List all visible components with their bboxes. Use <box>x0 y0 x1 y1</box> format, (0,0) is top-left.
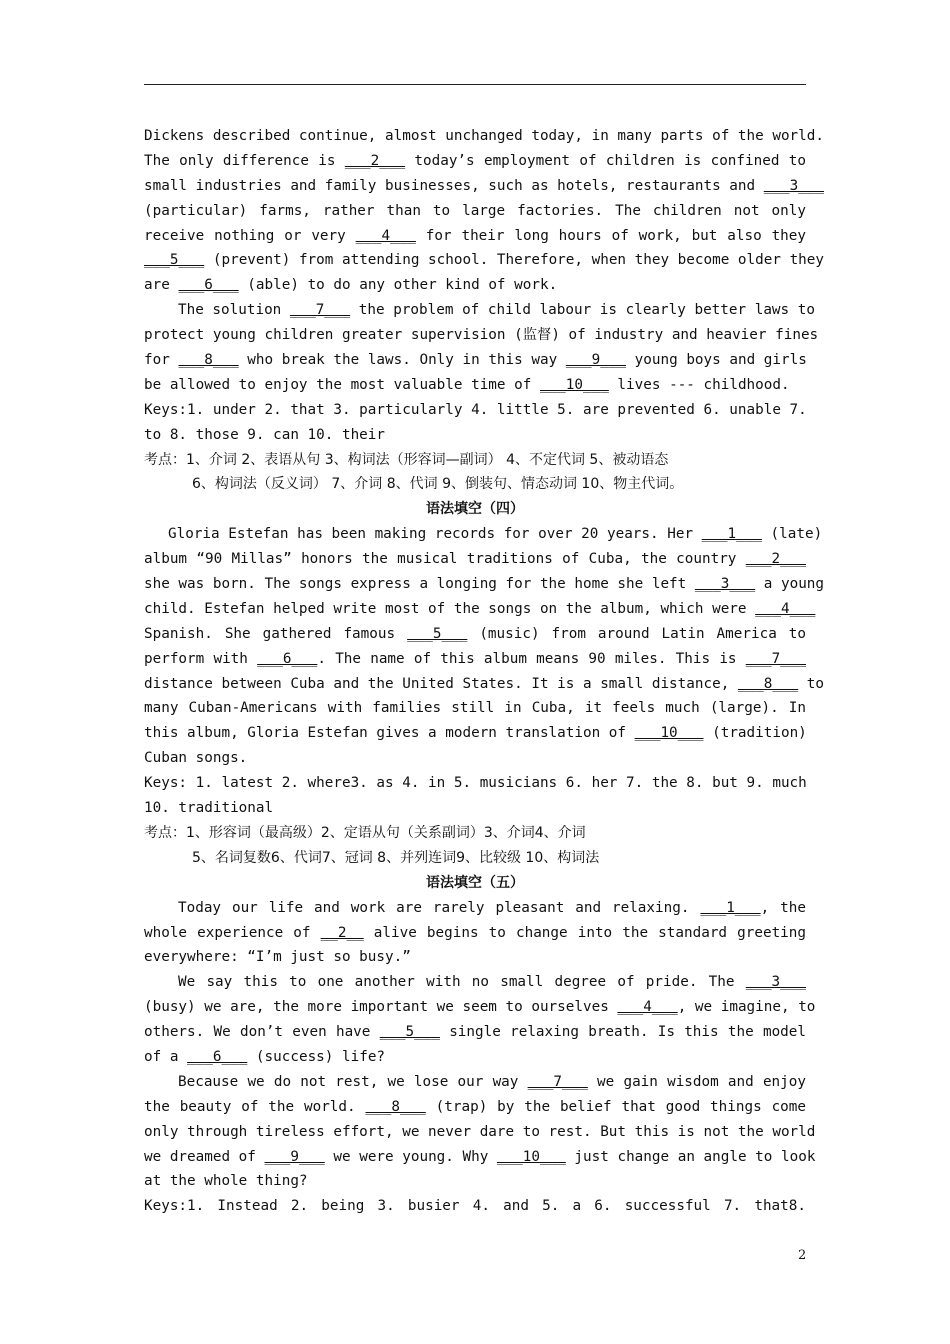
text-line <box>144 224 806 249</box>
blank-4[interactable]: ___4___ <box>355 227 416 244</box>
text-line <box>144 298 815 323</box>
text: single relaxing breath. Is this the model <box>439 1024 807 1041</box>
text: we gain wisdom and enjoy <box>587 1073 806 1090</box>
text-line <box>144 373 806 398</box>
text-line <box>144 522 823 547</box>
text-line <box>144 672 825 697</box>
text: for <box>144 352 179 369</box>
answer-keys: Keys:1. Instead 2. being 3. busier 4. and 5. a 6. successful 7. that8. <box>144 1198 806 1215</box>
text-line <box>144 348 806 373</box>
text: the problem of child labour is clearly better laws to <box>350 302 815 319</box>
text: , the <box>760 899 806 916</box>
text-line <box>144 1120 816 1145</box>
text: We say this to one another with no small degree of pride. The <box>178 974 746 991</box>
text-line <box>144 746 806 771</box>
answer-keys: Keys:1. under 2. that 3. particularly 4. little 5. are prevented 6. unable 7. <box>144 401 807 418</box>
text: today’s employment of children is confined to <box>405 152 806 169</box>
text: The only difference is <box>144 152 345 169</box>
text-line <box>144 1070 806 1095</box>
text: others. We don’t even have <box>144 1024 380 1041</box>
blank-2[interactable]: __2__ <box>320 924 364 941</box>
text: (prevent) from attending school. Therefore, when they become older they <box>204 252 825 269</box>
page-number: 2 <box>798 1248 807 1263</box>
text: (late) <box>761 526 823 543</box>
blank-3[interactable]: ___3___ <box>694 576 756 593</box>
text: The solution <box>178 302 290 319</box>
text-line <box>144 896 806 921</box>
text: Dickens described continue, almost unchanged today, in many parts of the world. <box>144 128 824 144</box>
answer-keys: 10. traditional <box>144 800 274 817</box>
blank-3[interactable]: ___3___ <box>745 974 806 991</box>
text: (success) life? <box>247 1048 386 1065</box>
text-line <box>144 248 825 273</box>
blank-5[interactable]: ___5___ <box>407 625 468 642</box>
text-line <box>144 1045 806 1070</box>
text: are <box>144 277 179 294</box>
text: of a <box>144 1048 188 1065</box>
blank-2[interactable]: ___2___ <box>344 152 406 169</box>
blank-7[interactable]: ___7___ <box>527 1073 588 1090</box>
blank-8[interactable]: ___8___ <box>737 675 799 692</box>
text-line <box>144 124 824 149</box>
text: perform with <box>144 650 258 667</box>
text: Cuban songs. <box>144 750 248 767</box>
header-rule <box>144 84 806 85</box>
text: she was born. The songs express a longing for the home she left <box>144 576 695 593</box>
answer-keys: Keys: 1. latest 2. where3. as 4. in 5. musicians 6. her 7. the 8. but 9. much <box>144 775 807 792</box>
text: Gloria Estefan has been making records for over 20 years. Her <box>168 526 702 543</box>
blank-6[interactable]: ___6___ <box>178 277 239 294</box>
blank-1[interactable]: ___1___ <box>700 899 761 916</box>
text-line <box>144 572 825 597</box>
text-line <box>144 1020 806 1045</box>
test-points: 考点：1、形容词（最高级）2、定语从句（关系副词）3、介词4、介词 <box>144 824 586 841</box>
blank-4[interactable]: ___4___ <box>617 999 678 1016</box>
text-line <box>144 647 806 672</box>
text: Because we do not rest, we lose our way <box>178 1073 528 1090</box>
test-points: 考点：1、介词 2、表语从句 3、构词法（形容词—副词） 4、不定代词 5、被动语态 <box>144 451 669 468</box>
text: be allowed to enjoy the most valuable time of <box>144 376 540 393</box>
text-line <box>144 149 806 174</box>
text: at the whole thing? <box>144 1173 308 1190</box>
text-line <box>144 921 806 946</box>
blank-4[interactable]: ___4___ <box>755 600 816 617</box>
document-body <box>144 124 825 1219</box>
blank-9[interactable]: ___9___ <box>264 1148 325 1165</box>
text-line <box>144 174 825 199</box>
text: lives --- childhood. <box>608 376 790 393</box>
section-heading: 语法填空（五） <box>426 874 524 891</box>
blank-10[interactable]: ___10___ <box>496 1148 566 1165</box>
blank-1[interactable]: ___1___ <box>701 526 762 543</box>
blank-8[interactable]: ___8___ <box>365 1098 426 1115</box>
blank-5[interactable]: ___5___ <box>144 252 205 269</box>
text: many Cuban-Americans with families still in Cuba, it feels much (large). In <box>144 700 806 717</box>
text: distance between Cuba and the United States. It is a small distance, <box>144 675 738 692</box>
blank-10[interactable]: ___10___ <box>634 725 704 742</box>
text: album “90 Millas” honors the musical traditions of Cuba, the country <box>144 551 746 568</box>
section-heading: 语法填空（四） <box>426 501 524 518</box>
blank-8[interactable]: ___8___ <box>178 352 239 369</box>
text: , we imagine, to <box>677 999 816 1016</box>
text: (tradition) <box>703 725 807 742</box>
text: for their long hours of work, but also they <box>415 227 806 244</box>
text: child. Estefan helped write most of the songs on the album, which were <box>144 600 756 617</box>
text-line <box>144 273 806 298</box>
text: small industries and family businesses, such as hotels, restaurants and <box>144 177 764 194</box>
text-line <box>144 970 806 995</box>
text-line <box>144 945 806 970</box>
text: Today our life and work are rarely pleasant and relaxing. <box>178 899 701 916</box>
text-line <box>144 597 816 622</box>
blank-3[interactable]: ___3___ <box>763 177 825 194</box>
text: (busy) we are, the more important we seem to ourselves <box>144 999 618 1016</box>
text-line <box>144 1169 806 1194</box>
blank-10[interactable]: ___10___ <box>539 376 609 393</box>
blank-6[interactable]: ___6___ <box>187 1048 248 1065</box>
text-line <box>144 622 806 647</box>
answer-keys: to 8. those 9. can 10. their <box>144 426 386 443</box>
text-line <box>144 199 806 224</box>
text: just change an angle to look <box>565 1148 816 1165</box>
blank-7[interactable]: ___7___ <box>289 302 351 319</box>
text: a young <box>755 576 825 593</box>
text: protect young children greater supervision (监督) of industry and heavier fines <box>144 327 819 344</box>
blank-2[interactable]: ___2___ <box>745 551 806 568</box>
text: Spanish. She gathered famous <box>144 625 408 642</box>
test-points: 6、构词法（反义词） 7、介词 8、代词 9、倒装句、情态动词 10、物主代词。 <box>192 476 684 493</box>
text: (able) to do any other kind of work. <box>238 277 558 294</box>
blank-7[interactable]: ___7___ <box>745 650 807 667</box>
text: only through tireless effort, we never dare to rest. But this is not the world <box>144 1123 816 1140</box>
text: (trap) by the belief that good things come <box>425 1098 807 1115</box>
text: everywhere: “I’m just so busy.” <box>144 949 411 966</box>
text: receive nothing or very <box>144 227 356 244</box>
text-line <box>144 995 816 1020</box>
text: (particular) farms, rather than to large factories. The children not only <box>144 202 806 219</box>
text-line <box>144 547 806 572</box>
test-points: 5、名词复数6、代词7、冠词 8、并列连词9、比较级 10、构词法 <box>192 849 600 866</box>
text: . The name of this album means 90 miles. This is <box>317 650 746 667</box>
text: who break the laws. Only in this way <box>238 352 566 369</box>
text-line <box>144 721 806 746</box>
text: alive begins to change into the standard greeting <box>363 924 807 941</box>
text: this album, Gloria Estefan gives a modern translation of <box>144 725 635 742</box>
blank-6[interactable]: ___6___ <box>257 650 318 667</box>
text: to <box>798 675 825 692</box>
text: (music) from around Latin America to <box>467 625 806 642</box>
text: we dreamed of <box>144 1148 265 1165</box>
blank-9[interactable]: ___9___ <box>565 352 627 369</box>
blank-5[interactable]: ___5___ <box>379 1024 440 1041</box>
text: we were young. Why <box>324 1148 497 1165</box>
text-line <box>144 696 806 721</box>
text-line <box>144 1145 816 1170</box>
text: young boys and girls <box>626 352 807 369</box>
text: the beauty of the world. <box>144 1098 366 1115</box>
text-line <box>144 323 819 348</box>
text: whole experience of <box>144 924 321 941</box>
text-line <box>144 1095 806 1120</box>
